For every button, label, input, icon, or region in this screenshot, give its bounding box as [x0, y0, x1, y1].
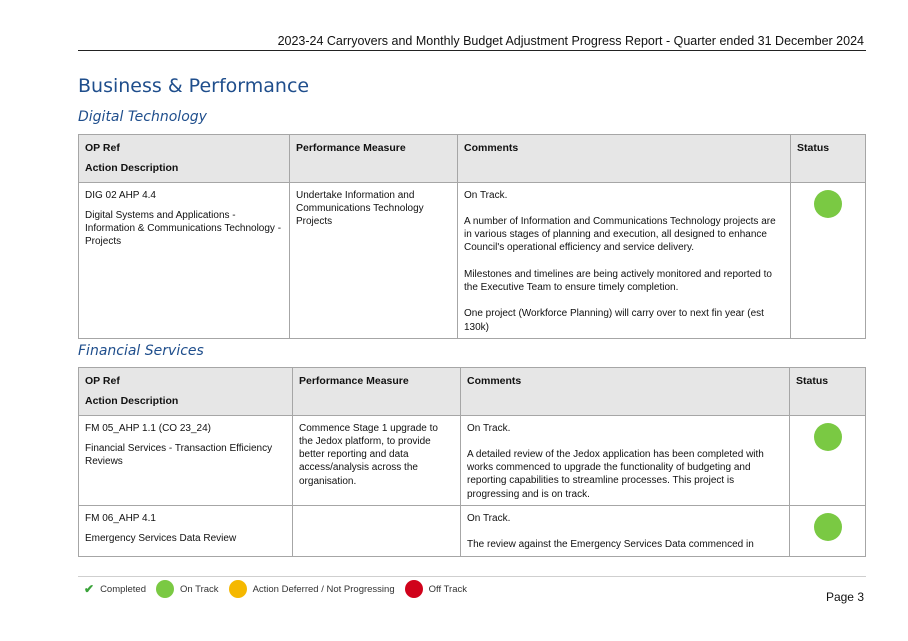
column-header-comments: Comments	[461, 368, 790, 416]
column-header-op-ref	[79, 368, 293, 416]
legend-label: Off Track	[428, 583, 467, 595]
performance-measure-cell: Undertake Information and Communications Technology Projects	[290, 182, 458, 338]
checkmark-icon: ✔	[84, 582, 95, 596]
op-ref: FM 06_AHP 4.1	[85, 513, 156, 525]
op-ref-cell	[79, 506, 293, 557]
status-cell	[790, 415, 866, 505]
op-ref: FM 05_AHP 1.1 (CO 23_24)	[85, 422, 211, 434]
comment-paragraph: The review against the Emergency Services Data commenced in	[467, 539, 754, 551]
column-header-status: Status	[791, 135, 866, 183]
column-header-status: Status	[790, 368, 866, 416]
op-ref-cell	[79, 415, 293, 505]
report-header-title: 2023-24 Carryovers and Monthly Budget Adjustment Progress Report - Quarter ended 31 December 2024	[277, 34, 864, 48]
legend-label: Completed	[100, 583, 147, 595]
column-header-performance-measure: Performance Measure	[293, 368, 461, 416]
status-on-track-icon	[814, 190, 842, 218]
column-header-performance-measure: Performance Measure	[290, 135, 458, 183]
action-description: Digital Systems and Applications - Information & Communications Technology - Projects	[85, 209, 282, 248]
column-header-comments: Comments	[458, 135, 791, 183]
action-description: Emergency Services Data Review	[85, 533, 237, 545]
green-circle-icon	[156, 580, 174, 598]
comment-paragraph: A number of Information and Communications Technology projects are in various stages of planning and execution, all designed to enhance Council's operational efficiency and service delivery.	[464, 215, 776, 254]
comment-paragraph: On Track.	[464, 189, 508, 201]
table-header-row	[79, 135, 866, 183]
table-row	[79, 506, 866, 557]
financial-services-heading: Financial Services	[78, 343, 204, 359]
table-row	[79, 415, 866, 505]
status-cell	[791, 182, 866, 338]
financial-services-table	[78, 367, 866, 557]
legend-label: Action Deferred / Not Progressing	[252, 583, 395, 595]
comment-paragraph: One project (Workforce Planning) will carry over to next fin year (est 130k)	[464, 308, 764, 333]
status-on-track-icon	[814, 423, 842, 451]
status-cell	[790, 506, 866, 557]
table-header-row	[79, 368, 866, 416]
amber-circle-icon	[229, 580, 247, 598]
red-circle-icon	[405, 580, 423, 598]
comments-cell	[458, 182, 791, 338]
legend-on-track	[156, 580, 219, 598]
footer-divider	[78, 576, 866, 577]
comments-cell	[461, 415, 790, 505]
comment-paragraph: On Track.	[467, 422, 511, 434]
op-ref-cell	[79, 182, 290, 338]
legend-deferred	[229, 580, 395, 598]
comment-paragraph: On Track.	[467, 513, 511, 525]
column-header-op-ref	[79, 135, 290, 183]
page-number: Page 3	[825, 590, 864, 604]
performance-measure-cell: Commence Stage 1 upgrade to the Jedox platform, to provide better reporting and data access/analysis across the organisation.	[293, 415, 461, 505]
action-description-header: Action Description	[85, 395, 179, 408]
op-ref-header: OP Ref	[85, 142, 120, 154]
action-description: Financial Services - Transaction Efficiency Reviews	[85, 442, 273, 468]
header-divider	[78, 50, 866, 51]
section-title: Business & Performance	[78, 75, 310, 97]
status-legend	[84, 580, 477, 598]
digital-technology-heading: Digital Technology	[78, 109, 207, 125]
status-on-track-icon	[814, 513, 842, 541]
comment-paragraph: A detailed review of the Jedox application has been completed with works commenced to upgrade the functionality of budgeting and reporting capabilities to streamline processes. This project is progressing and is on track.	[467, 448, 764, 500]
legend-completed	[84, 582, 146, 596]
comments-cell	[461, 506, 790, 557]
op-ref-header: OP Ref	[85, 375, 120, 387]
digital-technology-table	[78, 134, 866, 339]
legend-off-track	[405, 580, 467, 598]
comment-paragraph: Milestones and timelines are being actively monitored and reported to the Executive Team to ensure timely completion.	[464, 268, 772, 294]
op-ref: DIG 02 AHP 4.4	[85, 189, 156, 201]
table-row	[79, 182, 866, 338]
action-description-header: Action Description	[85, 162, 179, 175]
performance-measure-cell	[293, 506, 461, 557]
legend-label: On Track	[180, 583, 219, 595]
